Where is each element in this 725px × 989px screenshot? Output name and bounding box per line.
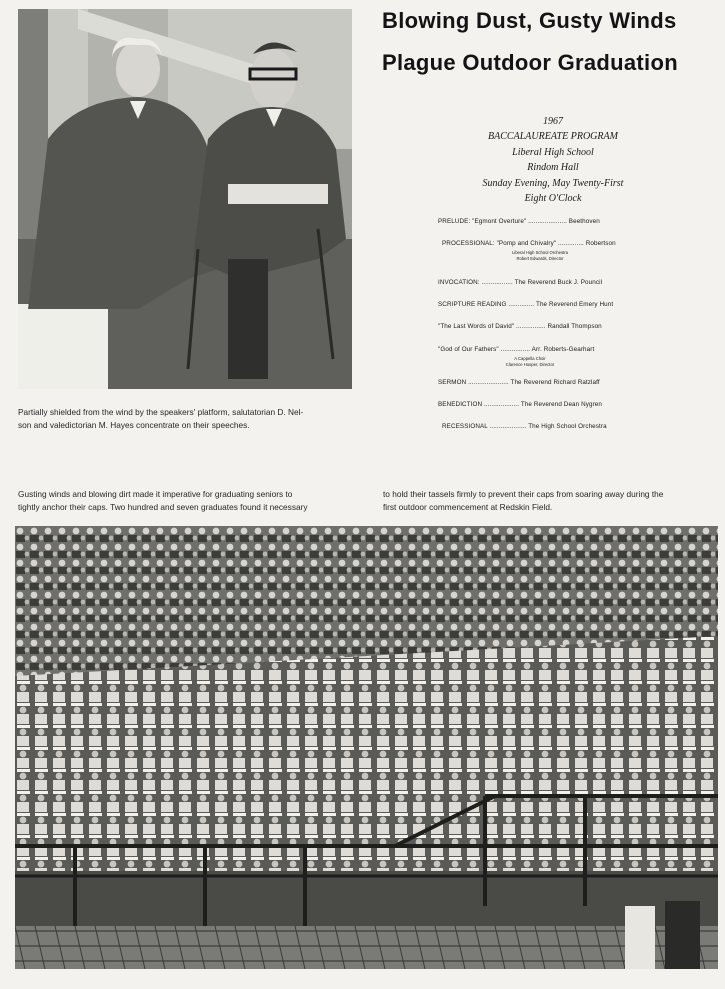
program-item-recessional: RECESSIONAL .................... The High School Orchestra (442, 423, 607, 430)
bottom-caption-right-line-1: to hold their tassels firmly to prevent their caps from soaring away during the (383, 489, 664, 499)
program-item-processional-note-2: Robert Edwards, Director (516, 256, 564, 261)
program-item-benediction: BENEDICTION ................... The Reverend Dean Nygren (438, 401, 603, 408)
program-item-processional-note-1: Liberal High School Orchestra (512, 250, 568, 255)
bottom-caption-left-line-1: Gusting winds and blowing dirt made it imperative for graduating seniors to (18, 489, 293, 499)
program-venue: Rindom Hall (527, 162, 579, 173)
program-item-invocation: INVOCATION: ................. The Reverend Buck J. Pouncil (438, 279, 603, 286)
program-time: Eight O'Clock (524, 193, 582, 204)
headline-line-2: Plague Outdoor Graduation (382, 50, 678, 75)
top-photo-caption-line-2: son and valedictorian M. Hayes concentrate on their speeches. (18, 420, 250, 430)
bottom-caption-right-line-2: first outdoor commencement at Redskin Field. (383, 502, 553, 512)
speakers-photo (18, 9, 352, 389)
crowd-photo (15, 526, 718, 969)
program-item-scripture: SCRIPTURE READING .............. The Reverend Emery Hunt (438, 301, 614, 308)
bottom-caption-left-line-2: tightly anchor their caps. Two hundred and seven graduates found it necessary (18, 502, 308, 512)
program-item-god-of-fathers: "God of Our Fathers" ................ Arr. Roberts-Gearhart (438, 346, 595, 353)
program-year: 1967 (543, 116, 563, 127)
program-school: Liberal High School (512, 147, 594, 158)
program-item-god-of-fathers-note-1: A Cappella Choir (514, 356, 546, 361)
program-item-processional: PROCESSIONAL: "Pomp and Chivalry" .............. Robertson (442, 240, 616, 247)
program-title: BACCALAUREATE PROGRAM (488, 131, 618, 142)
headline-line-1: Blowing Dust, Gusty Winds (382, 8, 677, 33)
program-item-prelude: PRELUDE: "Egmont Overture" ..................... Beethoven (438, 218, 600, 225)
top-photo-caption-line-1: Partially shielded from the wind by the speakers' platform, salutatorian D. Nel- (18, 407, 304, 417)
program-item-last-words: "The Last Words of David" ................ Randall Thompson (438, 323, 602, 330)
program-item-sermon: SERMON ...................... The Reverend Richard Ratzlaff (438, 379, 600, 386)
program-item-god-of-fathers-note-2: Clarence Hooper, Director (505, 362, 555, 367)
program-date: Sunday Evening, May Twenty-First (482, 178, 624, 189)
